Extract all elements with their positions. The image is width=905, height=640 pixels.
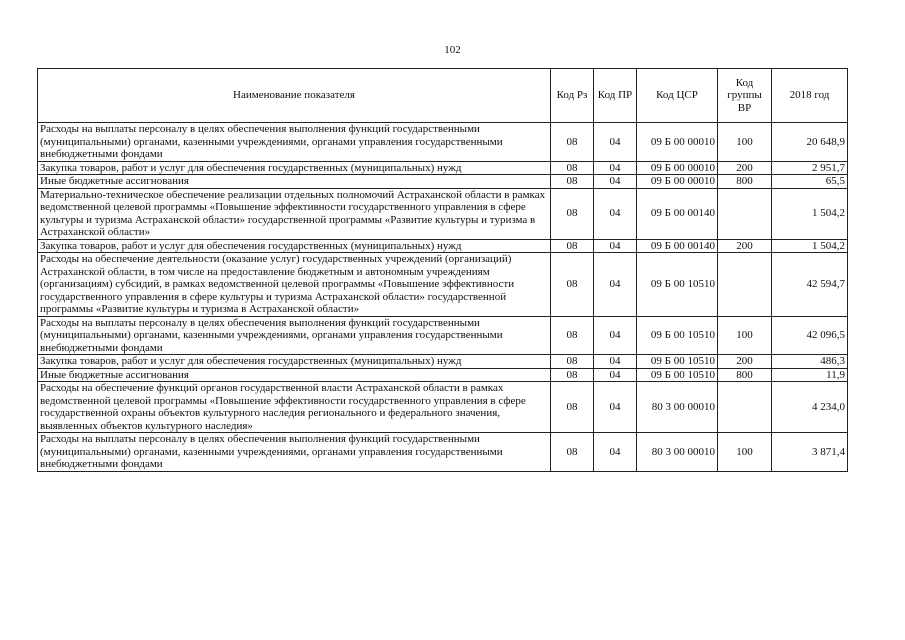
table-row [38, 355, 848, 369]
row-pr: 04 [594, 161, 637, 175]
row-amount: 486,3 [772, 355, 848, 369]
table-row [38, 433, 848, 472]
row-pr: 04 [594, 175, 637, 189]
row-amount: 42 096,5 [772, 316, 848, 355]
row-name: Расходы на обеспечение деятельности (оказание услуг) государственных учреждений (организаций) Астраханской области, в том числе на предоставление бюджетным и автономным учреждениям (организациям) субсидий, в рамках ведомственной целевой программы «Повышение эффективности государственного управления в сфере культуры и туризма Астраханской области» государственной программы «Развитие культуры и туризма в Астраханской области» [38, 253, 551, 317]
row-amount: 4 234,0 [772, 382, 848, 433]
row-rz: 08 [551, 239, 594, 253]
row-csr: 80 3 00 00010 [637, 382, 718, 433]
row-vr: 200 [718, 355, 772, 369]
row-amount: 65,5 [772, 175, 848, 189]
row-rz: 08 [551, 355, 594, 369]
row-csr: 09 Б 00 00140 [637, 188, 718, 239]
table-row [38, 175, 848, 189]
column-header-csr: Код ЦСР [637, 69, 718, 123]
column-header-vr: Код группы ВР [718, 69, 772, 123]
row-name: Расходы на выплаты персоналу в целях обеспечения выполнения функций государственными (муниципальными) органами, казенными учреждениями, органами управления государственными внебюджетными фондами [38, 123, 551, 162]
row-csr: 09 Б 00 00010 [637, 175, 718, 189]
table-row [38, 161, 848, 175]
row-csr: 09 Б 00 10510 [637, 355, 718, 369]
row-pr: 04 [594, 316, 637, 355]
column-header-rz: Код Рз [551, 69, 594, 123]
row-csr: 09 Б 00 00010 [637, 161, 718, 175]
table-row [38, 316, 848, 355]
row-rz: 08 [551, 368, 594, 382]
row-amount: 3 871,4 [772, 433, 848, 472]
row-name: Закупка товаров, работ и услуг для обеспечения государственных (муниципальных) нужд [38, 355, 551, 369]
table-row [38, 382, 848, 433]
row-name: Расходы на выплаты персоналу в целях обеспечения выполнения функций государственными (муниципальными) органами, казенными учреждениями, органами управления государственными внебюджетными фондами [38, 316, 551, 355]
row-vr: 200 [718, 239, 772, 253]
row-pr: 04 [594, 382, 637, 433]
column-header-pr: Код ПР [594, 69, 637, 123]
row-name: Расходы на обеспечение функций органов государственной власти Астраханской области в рамках ведомственной целевой программы «Повышение эффективности государственного управления в сфере государственной охраны объектов культурного наследия регионального и федерального значения, выявленных объектов культурного наследия» [38, 382, 551, 433]
row-csr: 80 3 00 00010 [637, 433, 718, 472]
row-amount: 42 594,7 [772, 253, 848, 317]
row-vr: 100 [718, 316, 772, 355]
budget-table [37, 68, 848, 472]
row-csr: 09 Б 00 10510 [637, 253, 718, 317]
row-name: Материально-техническое обеспечение реализации отдельных полномочий Астраханской области в рамках ведомственной целевой программы «Повышение эффективности государственного управления в сфере культуры и туризма Астраханской области» государственной программы «Развитие культуры и туризма в Астраханской области» [38, 188, 551, 239]
row-pr: 04 [594, 355, 637, 369]
row-name: Иные бюджетные ассигнования [38, 368, 551, 382]
row-rz: 08 [551, 175, 594, 189]
table-row [38, 123, 848, 162]
row-pr: 04 [594, 239, 637, 253]
row-rz: 08 [551, 253, 594, 317]
row-amount: 11,9 [772, 368, 848, 382]
row-amount: 1 504,2 [772, 188, 848, 239]
row-vr [718, 382, 772, 433]
table-header-row [38, 69, 848, 123]
row-vr: 800 [718, 175, 772, 189]
row-vr: 800 [718, 368, 772, 382]
row-rz: 08 [551, 188, 594, 239]
row-rz: 08 [551, 316, 594, 355]
row-rz: 08 [551, 382, 594, 433]
page-number: 102 [444, 44, 461, 56]
row-vr [718, 188, 772, 239]
row-pr: 04 [594, 253, 637, 317]
row-vr: 100 [718, 433, 772, 472]
row-vr [718, 253, 772, 317]
row-name: Закупка товаров, работ и услуг для обеспечения государственных (муниципальных) нужд [38, 239, 551, 253]
row-amount: 2 951,7 [772, 161, 848, 175]
row-csr: 09 Б 00 10510 [637, 368, 718, 382]
row-amount: 20 648,9 [772, 123, 848, 162]
row-amount: 1 504,2 [772, 239, 848, 253]
row-name: Иные бюджетные ассигнования [38, 175, 551, 189]
column-header-name: Наименование показателя [38, 69, 551, 123]
row-name: Расходы на выплаты персоналу в целях обеспечения выполнения функций государственными (муниципальными) органами, казенными учреждениями, органами управления государственными внебюджетными фондами [38, 433, 551, 472]
row-pr: 04 [594, 123, 637, 162]
table-row [38, 239, 848, 253]
table-row [38, 368, 848, 382]
row-rz: 08 [551, 161, 594, 175]
column-header-year: 2018 год [772, 69, 848, 123]
row-rz: 08 [551, 123, 594, 162]
row-csr: 09 Б 00 00140 [637, 239, 718, 253]
row-vr: 200 [718, 161, 772, 175]
table-row [38, 253, 848, 317]
table-row [38, 188, 848, 239]
row-csr: 09 Б 00 10510 [637, 316, 718, 355]
row-csr: 09 Б 00 00010 [637, 123, 718, 162]
row-rz: 08 [551, 433, 594, 472]
row-name: Закупка товаров, работ и услуг для обеспечения государственных (муниципальных) нужд [38, 161, 551, 175]
row-pr: 04 [594, 188, 637, 239]
row-pr: 04 [594, 433, 637, 472]
row-vr: 100 [718, 123, 772, 162]
row-pr: 04 [594, 368, 637, 382]
